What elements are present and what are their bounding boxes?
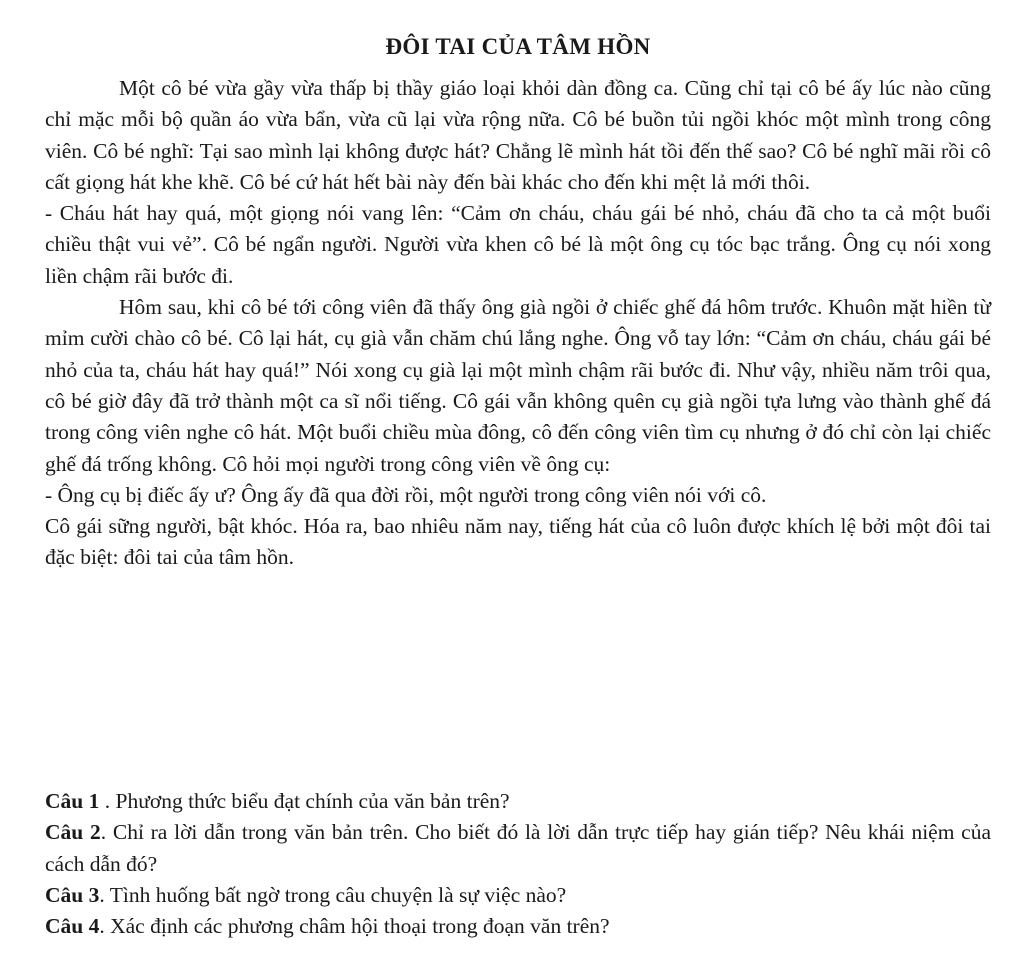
story-paragraph: Hôm sau, khi cô bé tới công viên đã thấy ông già ngồi ở chiếc ghế đá hôm trước. Khuôn mặt hiền từ mỉm cười chào cô bé. Cô lại hát, cụ già vẫn chăm chú lắng nghe. Ông vỗ tay lớn: “Cảm ơn cháu, cháu gái bé nhỏ của ta, cháu hát hay quá!” Nói xong cụ già lại một mình chậm rãi bước đi. Như vậy, nhiều năm trôi qua, cô bé giờ đây đã trở thành một ca sĩ nổi tiếng. Cô gái vẫn không quên cụ già ngồi tựa lưng vào thành ghế đá trong công viên nghe cô hát. Một buổi chiều mùa đông, cô đến công viên tìm cụ nhưng ở đó chỉ còn lại chiếc ghế đá trống không. Cô hỏi mọi người trong công viên về ông cụ: — [45, 295, 991, 476]
question-list — [45, 786, 991, 942]
question-label: Câu 4 — [45, 914, 100, 939]
question-item — [45, 786, 991, 817]
document-title: ĐÔI TAI CỦA TÂM HỒN — [385, 34, 651, 59]
question-text: . Xác định các phương châm hội thoại trong đoạn văn trên? — [99, 914, 610, 939]
question-item — [45, 817, 991, 880]
story-paragraph: Cô gái sững người, bật khóc. Hóa ra, bao nhiêu năm nay, tiếng hát của cô luôn được khích lệ bởi một đôi tai đặc biệt: đôi tai của tâm hồn. — [45, 514, 991, 570]
question-text: . Phương thức biểu đạt chính của văn bản trên? — [99, 789, 510, 813]
question-text: . Chỉ ra lời dẫn trong văn bản trên. Cho biết đó là lời dẫn trực tiếp hay gián tiếp? Nêu khái niệm của cách dẫn đó? — [45, 820, 992, 876]
document-page — [45, 0, 991, 967]
question-item — [45, 911, 991, 942]
question-label: Câu 1 — [45, 789, 100, 813]
question-label: Câu 2 — [45, 820, 101, 845]
question-text: . Tình huống bất ngờ trong câu chuyện là sự việc nào? — [99, 882, 567, 907]
question-item — [45, 880, 991, 911]
story-paragraph: - Ông cụ bị điếc ấy ư? Ông ấy đã qua đời rồi, một người trong công viên nói với cô. — [45, 482, 767, 507]
story-paragraph: - Cháu hát hay quá, một giọng nói vang lên: “Cảm ơn cháu, cháu gái bé nhỏ, cháu đã cho ta cả một buổi chiều thật vui vẻ”. Cô bé ngẩn người. Người vừa khen cô bé là một ông cụ tóc bạc trắng. Ông cụ nói xong liền chậm rãi bước đi. — [45, 201, 991, 288]
question-label: Câu 3 — [45, 882, 100, 907]
story-text — [45, 73, 991, 574]
story-paragraph: Một cô bé vừa gầy vừa thấp bị thầy giáo loại khỏi dàn đồng ca. Cũng chỉ tại cô bé ấy lúc nào cũng chỉ mặc mỗi bộ quần áo vừa bẩn, vừa cũ lại vừa rộng nữa. Cô bé buồn tủi ngồi khóc một mình trong công viên. Cô bé nghĩ: Tại sao mình lại không được hát? Chẳng lẽ mình hát tồi đến thế sao? Cô bé nghĩ mãi rồi cô cất giọng hát khe khẽ. Cô bé cứ hát hết bài này đến bài khác cho đến khi mệt lả mới thôi. — [45, 76, 991, 194]
